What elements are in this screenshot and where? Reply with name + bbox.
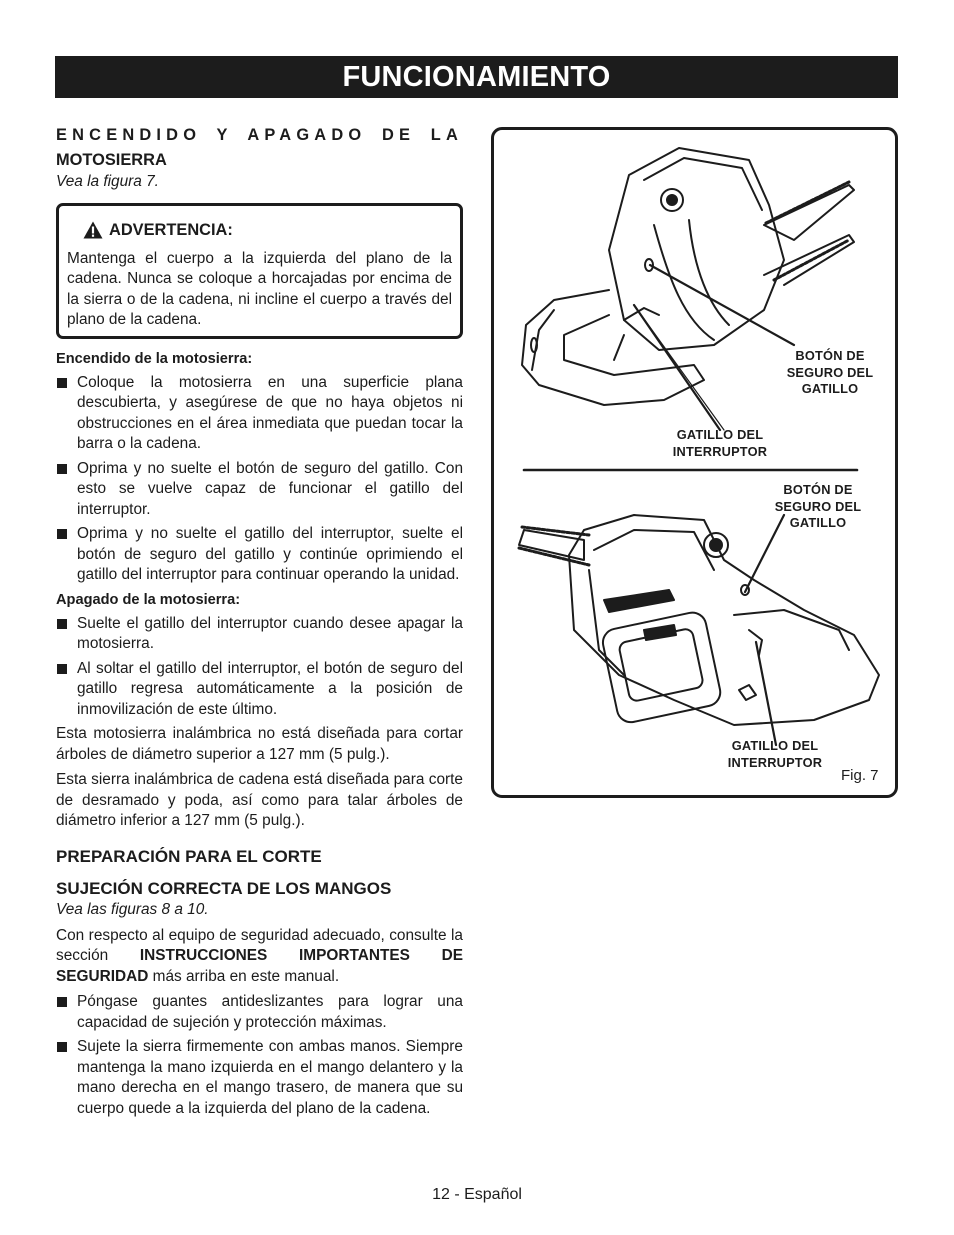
- list-item: Oprima y no suelte el botón de seguro del gatillo. Con esto se vuelve capaz de funcionar el gatillo del interruptor.: [56, 459, 463, 521]
- list-item: Sujete la sierra firmemente con ambas manos. Siempre mantenga la mano izquierda en el mango delantero y la mano derecha en el mango trasero, de manera que su cuerpo quede a la izquierda del plano de la cadena.: [56, 1037, 463, 1119]
- page-footer: 12 - Español: [432, 1186, 522, 1203]
- list-item: Oprima y no suelte el gatillo del interruptor, suelte el botón de seguro del gatillo y continúe oprimiendo el gatillo del interruptor para continuar operando la unidad.: [56, 524, 463, 586]
- stop-heading: Apagado de la motosierra:: [56, 591, 241, 608]
- callout-bottom-switch-trigger: [720, 738, 830, 771]
- warning-title: ADVERTENCIA:: [109, 221, 233, 239]
- warning-text: Mantenga el cuerpo a la izquierda del plano de la cadena. Nunca se coloque a horcajadas por encima de la sierra o de la cadena, ni incline el cuerpo a través del plano de la cadena.: [67, 249, 452, 328]
- callout-bottom-lock-button: [768, 482, 868, 532]
- list-item: Coloque la motosierra en una superficie plana descubierta, y asegúrese de que no haya objetos ni obstrucciones en el área inmediata que puedan tocar la barra o la cadena.: [56, 373, 463, 455]
- paragraph: [56, 926, 463, 988]
- paragraph-text: Con respecto al equipo de seguridad adecuado, consulte la sección: [56, 926, 463, 964]
- start-list: [56, 373, 463, 586]
- body-bottom: [569, 515, 879, 725]
- safety-instructions-reference: INSTRUCCIONES IMPORTANTES DE SEGURIDAD: [56, 947, 463, 985]
- callout-line: GATILLO: [789, 515, 847, 530]
- list-item: Suelte el gatillo del interruptor cuando desee apagar la motosierra.: [56, 614, 463, 655]
- section-heading: ENCENDIDO Y APAGADO DE LA: [56, 126, 463, 144]
- paragraph: Esta sierra inalámbrica de cadena está diseñada para corte de desramado y poda, así como para talar árboles de diámetro inferior a 127 mm (5 pulg.).: [56, 771, 463, 829]
- section-heading-cont: MOTOSIERRA: [56, 151, 167, 169]
- paragraph-text: más arriba en este manual.: [148, 967, 340, 985]
- callout-line: SEGURO DEL: [774, 498, 862, 514]
- figure-label: Fig. 7: [841, 767, 879, 784]
- page-title-banner: FUNCIONAMIENTO: [55, 56, 898, 98]
- left-column: [56, 122, 463, 1123]
- paragraph: Esta motosierra inalámbrica no está diseñada para cortar árboles de diámetro superior a 127 mm (5 pulg.).: [56, 725, 463, 763]
- callout-line: BOTÓN DE: [783, 482, 853, 497]
- warning-header: [83, 220, 452, 241]
- start-heading: Encendido de la motosierra:: [56, 350, 253, 367]
- callout-line: GATILLO DEL: [731, 738, 819, 753]
- callout-line: BOTÓN DE: [795, 348, 865, 363]
- callout-line: INTERRUPTOR: [672, 443, 768, 459]
- warning-box: [56, 203, 463, 339]
- callout-line: GATILLO: [801, 381, 859, 396]
- section-heading: PREPARACIÓN PARA EL CORTE: [56, 846, 322, 866]
- callout-line: INTERRUPTOR: [727, 754, 823, 770]
- motor-housing-top: [609, 148, 784, 350]
- callout-line: GATILLO DEL: [676, 427, 764, 442]
- stop-list: [56, 614, 463, 721]
- callout-top-switch-trigger: [665, 427, 775, 460]
- list-item: Al soltar el gatillo del interruptor, el botón de seguro del gatillo regresa automáticamente a la posición de inmovilización de este último.: [56, 659, 463, 721]
- callout-line: SEGURO DEL: [786, 364, 874, 380]
- subsection-heading: SUJECIÓN CORRECTA DE LOS MANGOS: [56, 878, 392, 898]
- list-item: Póngase guantes antideslizantes para lograr una capacidad de sujeción y protección máximas.: [56, 992, 463, 1033]
- grip-list: [56, 992, 463, 1119]
- figure-7: [491, 127, 898, 798]
- warning-triangle-icon: [83, 221, 103, 239]
- chainsaw-illustration: [494, 130, 895, 795]
- figure-reference: Vea la figura 7.: [56, 173, 159, 190]
- figure-reference: Vea las figuras 8 a 10.: [56, 900, 209, 918]
- callout-top-lock-button: [780, 348, 880, 398]
